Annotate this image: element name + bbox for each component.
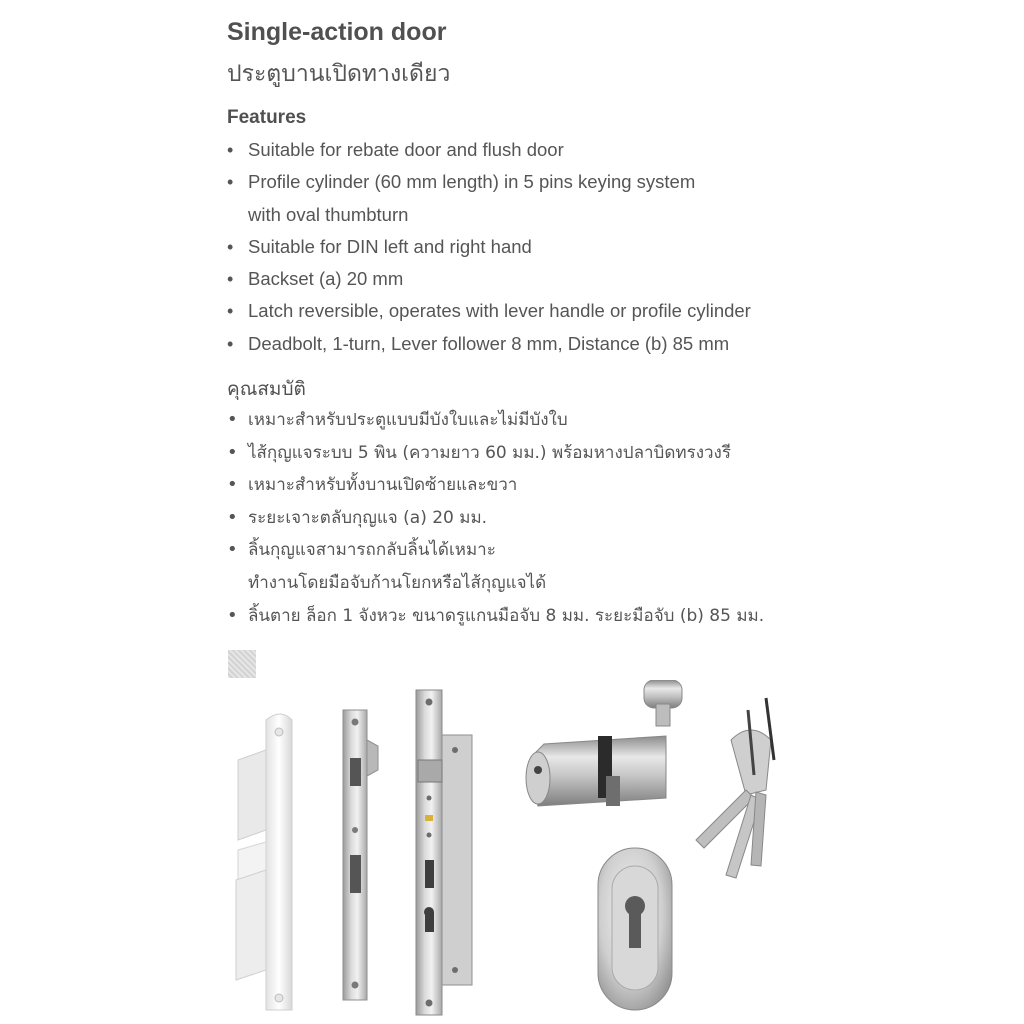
- feature-item: • Backset (a) 20 mm: [227, 263, 751, 295]
- thai-feature-item: • ไส้กุญแจระบบ 5 พิน (ความยาว 60 มม.) พร้อมหางปลาบิดทรงวงรี: [227, 437, 764, 470]
- feature-item: • Latch reversible, operates with lever handle or profile cylinder: [227, 295, 751, 327]
- mortise-lock-body: [416, 690, 472, 1015]
- thai-feature-item-continuation: ทำงานโดยมือจับก้านโยกหรือไส้กุญแจได้: [248, 572, 547, 593]
- page-subtitle-thai: ประตูบานเปิดทางเดียว: [227, 61, 451, 87]
- finish-swatch: [228, 650, 256, 678]
- thai-feature-item: • ลิ้นตาย ล็อก 1 จังหวะ ขนาดรูแกนมือจับ 8 มม. ระยะมือจับ (b) 85 มม.: [227, 600, 764, 633]
- thai-features-list: [227, 404, 764, 632]
- feature-item: • Deadbolt, 1-turn, Lever follower 8 mm, Distance (b) 85 mm: [227, 328, 751, 360]
- feature-item: • Suitable for DIN left and right hand: [227, 231, 751, 263]
- thai-feature-item: • เหมาะสำหรับทั้งบานเปิดซ้ายและขวา: [227, 469, 764, 502]
- thai-feature-item: • ลิ้นกุญแจสามารถกลับลิ้นได้เหมาะ ทำงานโดยมือจับก้านโยกหรือไส้กุญแจได้: [227, 534, 764, 599]
- thai-feature-item: • เหมาะสำหรับประตูแบบมีบังใบและไม่มีบังใบ: [227, 404, 764, 437]
- thai-feature-item: • ระยะเจาะตลับกุญแจ (a) 20 มม.: [227, 502, 764, 535]
- steel-strike-plate: [343, 710, 378, 1000]
- feature-item-continuation: with oval thumbturn: [248, 203, 409, 225]
- features-heading: Features: [227, 107, 307, 128]
- product-illustration: [226, 680, 826, 1020]
- feature-item: • Profile cylinder (60 mm length) in 5 pins keying system with oval thumbturn: [227, 166, 751, 231]
- features-list: [227, 134, 751, 360]
- thai-features-heading: คุณสมบัติ: [227, 378, 306, 400]
- plastic-strike-plate: [236, 714, 292, 1010]
- keys: [696, 698, 774, 878]
- profile-cylinder-with-thumbturn: [526, 680, 682, 806]
- oval-escutcheon: [598, 848, 672, 1010]
- page-title: Single-action door: [227, 18, 447, 46]
- feature-item: • Suitable for rebate door and flush door: [227, 134, 751, 166]
